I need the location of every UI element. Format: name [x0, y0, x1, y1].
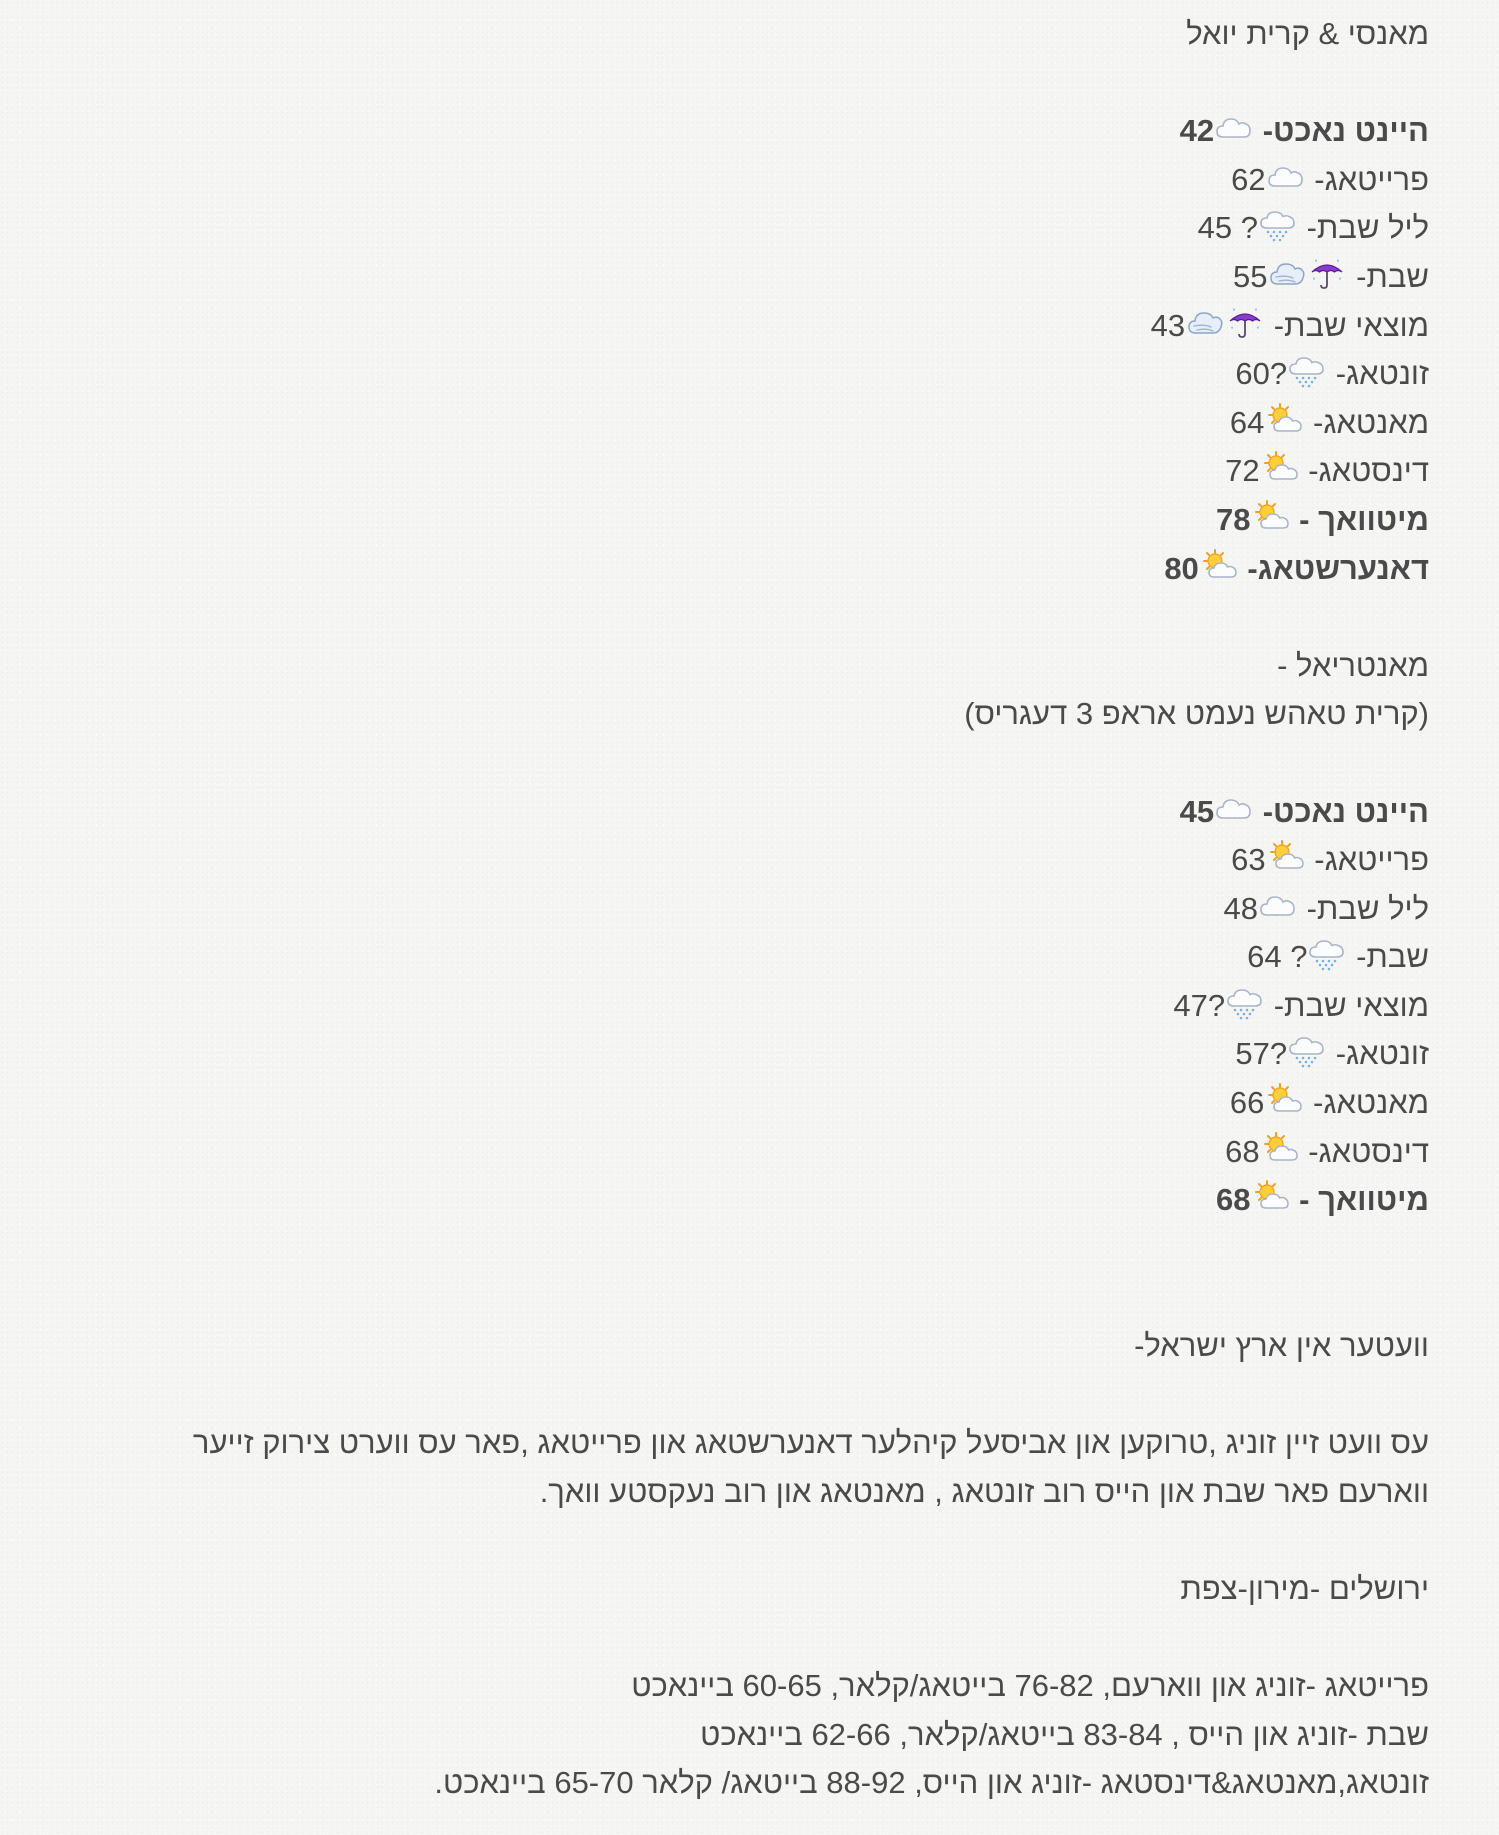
forecast-line: זונטאג,מאנטאג&דינסטאג -זוניג און הייס, 88-92 בייטאג/ קלאר 65-70 ביינאכט. — [434, 1765, 1429, 1801]
umbrella-rain-icon — [1226, 306, 1264, 340]
day-label: מיטוואך - — [1299, 501, 1429, 537]
sun-behind-cloud-icon — [1252, 1180, 1290, 1214]
day-label: שבת- — [1356, 258, 1429, 294]
forecast-row — [139, 933, 1429, 982]
cloud-rain-icon — [1308, 937, 1346, 971]
forecast-row — [139, 496, 1429, 545]
day-label: זונטאג- — [1335, 1036, 1429, 1072]
day-label: פרייטאג- — [1314, 161, 1429, 197]
day-label: דינסטאג- — [1308, 453, 1429, 489]
temperature-value: 80 — [1164, 550, 1199, 586]
temperature-value: ?47 — [1173, 987, 1226, 1023]
wind-icon — [1186, 306, 1224, 340]
section1-forecast-list — [139, 107, 1429, 593]
forecast-row — [139, 447, 1429, 496]
umbrella-rain-icon — [1308, 257, 1346, 291]
cloud-rain-icon — [1226, 986, 1264, 1020]
sun-behind-cloud-icon — [1265, 403, 1303, 437]
forecast-row — [139, 107, 1429, 156]
day-label: ליל שבת- — [1306, 890, 1429, 926]
section2-forecast-list — [139, 788, 1429, 1225]
day-label: ליל שבת- — [1306, 210, 1429, 246]
day-label: היינט נאכט- — [1262, 113, 1429, 149]
forecast-row — [139, 1030, 1429, 1079]
day-label: דינסטאג- — [1308, 1133, 1429, 1169]
forecast-row — [139, 253, 1429, 302]
temperature-value: 42 — [1179, 113, 1215, 149]
temperature-value: 45 — [1179, 793, 1215, 829]
document-content — [139, 10, 1429, 1808]
temperature-value: 55 — [1232, 258, 1268, 294]
sun-behind-cloud-icon — [1261, 451, 1299, 485]
temperature-value: ? 45 — [1197, 210, 1258, 246]
forecast-row — [139, 399, 1429, 448]
section3-region: ירושלים -מירון-צפת — [1180, 1571, 1429, 1606]
day-label: מאנטאג- — [1313, 1085, 1429, 1121]
cloud-rain-icon — [1288, 354, 1326, 388]
day-label: זונטאג- — [1335, 356, 1429, 392]
sun-behind-cloud-icon — [1252, 500, 1290, 534]
temperature-value: 66 — [1229, 1085, 1265, 1121]
section2-subtitle: (קרית טאהש נעמט אראפ 3 דעגריס) — [964, 696, 1429, 732]
forecast-row — [139, 836, 1429, 885]
forecast-row — [139, 350, 1429, 399]
cloud-icon — [1215, 792, 1253, 826]
temperature-value: 64 — [1229, 404, 1265, 440]
temperature-value: ?57 — [1235, 1036, 1288, 1072]
day-label: מיטוואך - — [1299, 1182, 1429, 1218]
temperature-value: 48 — [1223, 890, 1258, 926]
cloud-rain-icon — [1259, 208, 1297, 242]
forecast-row — [139, 885, 1429, 934]
temperature-value: ?60 — [1235, 356, 1288, 392]
day-label: מוצאי שבת- — [1273, 307, 1429, 343]
day-label: מוצאי שבת- — [1273, 987, 1429, 1023]
section3-title: וועטער אין ארץ ישראל- — [1134, 1328, 1429, 1364]
forecast-row — [139, 302, 1429, 351]
forecast-row — [139, 788, 1429, 837]
forecast-row — [139, 982, 1429, 1031]
section2-title: מאנטריאל - — [1277, 647, 1429, 683]
wind-icon — [1268, 257, 1306, 291]
cloud-icon — [1215, 111, 1253, 145]
forecast-row — [139, 1128, 1429, 1177]
forecast-line: שבת -זוניג און הייס , 83-84 בייטאג/קלאר, 62-66 ביינאכט — [700, 1716, 1429, 1752]
temperature-value: 43 — [1150, 307, 1186, 343]
temperature-value: ? 64 — [1247, 939, 1308, 975]
forecast-row — [139, 1079, 1429, 1128]
section1-title: מאנסי & קרית יואל — [1186, 16, 1429, 51]
temperature-value: 78 — [1216, 501, 1251, 537]
temperature-value: 62 — [1231, 161, 1266, 197]
temperature-value: 63 — [1231, 842, 1266, 878]
temperature-value: 68 — [1225, 1133, 1260, 1169]
cloud-icon — [1259, 889, 1297, 923]
forecast-row — [139, 204, 1429, 253]
forecast-line: פרייטאג -זוניג און ווארעם, 76-82 בייטאג/קלאר, 60-65 ביינאכט — [631, 1668, 1429, 1704]
cloud-icon — [1267, 160, 1305, 194]
sun-behind-cloud-icon — [1267, 840, 1305, 874]
sun-behind-cloud-icon — [1261, 1132, 1299, 1166]
day-label: שבת- — [1356, 939, 1429, 975]
day-label: מאנטאג- — [1313, 404, 1429, 440]
day-label: היינט נאכט- — [1262, 793, 1429, 829]
forecast-row — [139, 1176, 1429, 1225]
forecast-row — [139, 156, 1429, 205]
temperature-value: 72 — [1225, 453, 1260, 489]
sun-behind-cloud-icon — [1200, 549, 1238, 583]
temperature-value: 68 — [1216, 1182, 1251, 1218]
cloud-rain-icon — [1288, 1034, 1326, 1068]
section3-paragraph: עס וועט זיין זוניג ,טרוקען און אביסעל קיהלער דאנערשטאג און פרייטאג ,פאר עס ווערט צירוק זייער ווארעם פאר שבת און הייס רוב זונטאג , מאנטאג און רוב נעקסטע וואך. — [192, 1425, 1429, 1509]
day-label: פרייטאג- — [1314, 842, 1429, 878]
day-label: דאנערשטאג- — [1247, 550, 1429, 586]
sun-behind-cloud-icon — [1265, 1083, 1303, 1117]
forecast-row — [139, 545, 1429, 594]
